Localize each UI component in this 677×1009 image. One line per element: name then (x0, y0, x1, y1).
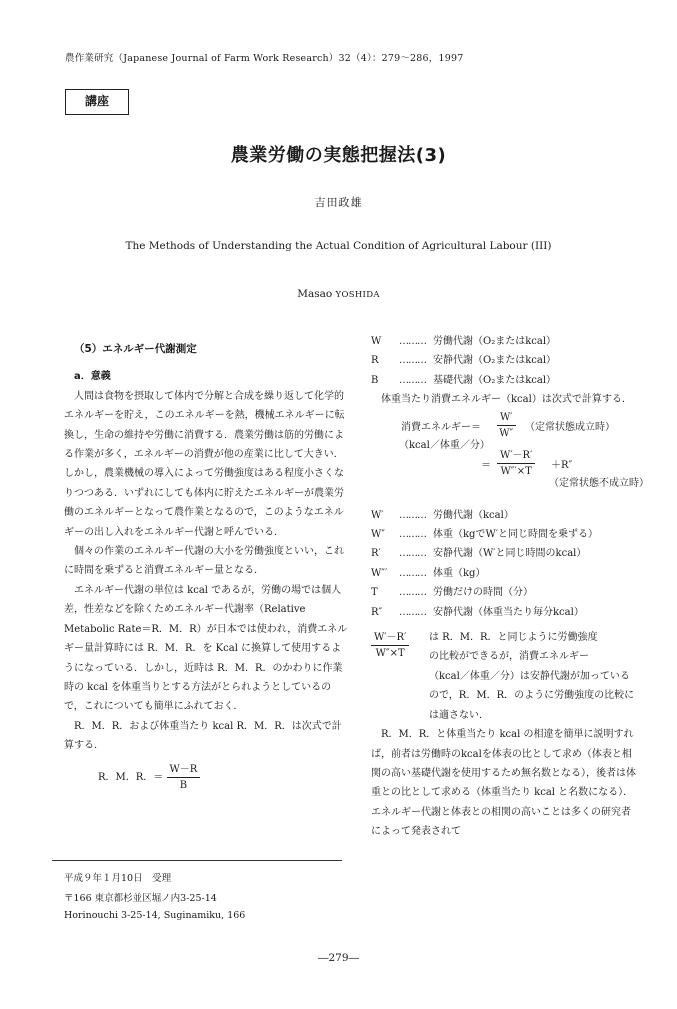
paragraph: （kcal／体重／分）は安静代謝が加っているので，R．M．R．のように労働強度の比較には適さない． (429, 670, 635, 721)
received-date: 平成９年１月10日 受理 (64, 873, 172, 884)
page-number: ―279― (317, 952, 360, 964)
paragraph: 人間は食物を摂取して体内で分解と合成を繰り返して化学的エネルギーを貯え，このエネルギーを熱，機械エネルギーに転換し，生命の維持や労働に消費する．農業労働は筋的労働による作業が多く，エネルギーの消費が他の産業に比して大きい．しかし，農業機械の導入によって労働強度はある程度小さくなりつつある．いずれにしても体内に貯えたエネルギーが農業労働のエネルギーとなって農作業となるので，このようなエネルギーの出し入れをエネルギー代謝と呼んでいる． (64, 390, 345, 538)
formula-denominator: B (179, 779, 188, 791)
paragraph: エネルギー代謝の単位は kcal であるが，労働の場では個人差，性差などを除くためエネルギー代謝率（Relative Metabolic Rate＝R．M．R）が日本では使われ，消費エネルギー量計算時には R．M．R．を Kcal に換算して使用するようになっている．しかし，近時は R．M．R．のかわりに作業時の kcal を体重当りとする方法がとられようとしているので，これについても簡単にふれておく． (64, 584, 348, 713)
right-column (371, 332, 649, 842)
definition-row: R′ ……… 安静代謝（W′と同じ時間のkcal） (371, 548, 587, 560)
inline-fraction: $\frac{W'-R'}{W''\times T}$ (371, 630, 409, 661)
definition-row: R ……… 安静代謝（O₂またはkcal） (371, 355, 557, 367)
left-column (64, 340, 348, 793)
author-japanese: 吉田政雄 (314, 196, 363, 209)
section-heading: （5）エネルギー代謝測定 (74, 343, 197, 355)
address-english: Horinouchi 3-25-14, Suginamiku, 166 (64, 910, 246, 921)
formula-numerator: W－R (167, 762, 201, 778)
author-last-name: YOSHIDA (335, 290, 380, 300)
equation-note: （定常状態成立時） (525, 421, 615, 433)
rmr-formula (98, 762, 348, 793)
equation-note: （定常状態不成立時） (549, 477, 649, 489)
fraction-paragraph: $\frac{W'-R'}{W''\times T}$ は R．M．R．と同じように労働強度 の比較ができるが，消費エネルギー (371, 628, 636, 667)
formula-lhs: R．M．R．＝ (98, 771, 164, 783)
energy-equation: 消費エネルギー＝ $\frac{W'}{W''}$ （定常状態成立時） （kcal／体重／分） ＝ $\frac{W'-R'}{W'''\times T}$ ＋R″ （定常状態不成立時） (401, 414, 636, 500)
equation-fraction-2: $\frac{W'-R'}{W'''\times T}$ (497, 448, 535, 479)
subsection-heading: a．意義 (74, 371, 111, 383)
lecture-badge: 講座 (65, 89, 129, 115)
paragraph: R．M．R．と体重当たり kcal の相違を簡単に説明すれば，前者は労働時のkcalを体表の比として求め（体表と相関の高い基礎代謝を使用するため無名数となる），後者は体重との比として求める（体重当たり kcal と名数になる）．エネルギー代謝と体表との相関の高いことは多くの研究者によって発表されて (371, 729, 636, 838)
paragraph: 個々の作業のエネルギー代謝の大小を労働強度といい，これに時間を乗ずると消費エネルギー量となる． (64, 546, 344, 577)
author-first-name: Masao (297, 288, 336, 300)
paper-title-english: The Methods of Understanding the Actual Condition of Agricultural Labour (III) (125, 240, 552, 252)
formula-fraction (167, 762, 201, 793)
definition-list-2 (371, 506, 636, 622)
footnote-rule (52, 860, 342, 861)
paper-title: 農業労働の実態把握法(3) (230, 145, 447, 166)
definition-row: W″ ……… 体重（kgでW′と同じ時間を乗ずる） (371, 529, 599, 541)
definition-row: W″′ ……… 体重（kg） (371, 567, 486, 579)
paragraph: R．M．R．および体重当たり kcal R．M．R．は次式で計算する． (64, 720, 342, 752)
equation-lhs: 消費エネルギー＝ (401, 421, 481, 433)
definition-row: W ……… 労働代謝（O₂またはkcal） (371, 336, 557, 347)
definition-row: W′ ……… 労働代謝（kcal） (371, 509, 514, 521)
definition-row: B ……… 基礎代謝（O₂またはkcal） (371, 374, 557, 386)
address-japanese: 〒166 東京都杉並区堀ノ内3-25-14 (64, 893, 217, 904)
equation-fraction-1: $\frac{W'}{W''}$ (497, 410, 516, 441)
paragraph: 体重当たり消費エネルギー（kcal）は次式で計算する． (381, 394, 632, 406)
definition-row: R″ ……… 安静代謝（体重当たり毎分kcal） (371, 606, 584, 618)
equation-unit: （kcal／体重／分） (399, 439, 490, 451)
definition-row: T ……… 労働だけの時間（分） (371, 587, 533, 599)
author-english (0, 288, 677, 300)
definition-list-1 (371, 332, 636, 390)
journal-header: 農作業研究（Japanese Journal of Farm Work Research）32（4）：279～286，1997 (65, 53, 464, 64)
